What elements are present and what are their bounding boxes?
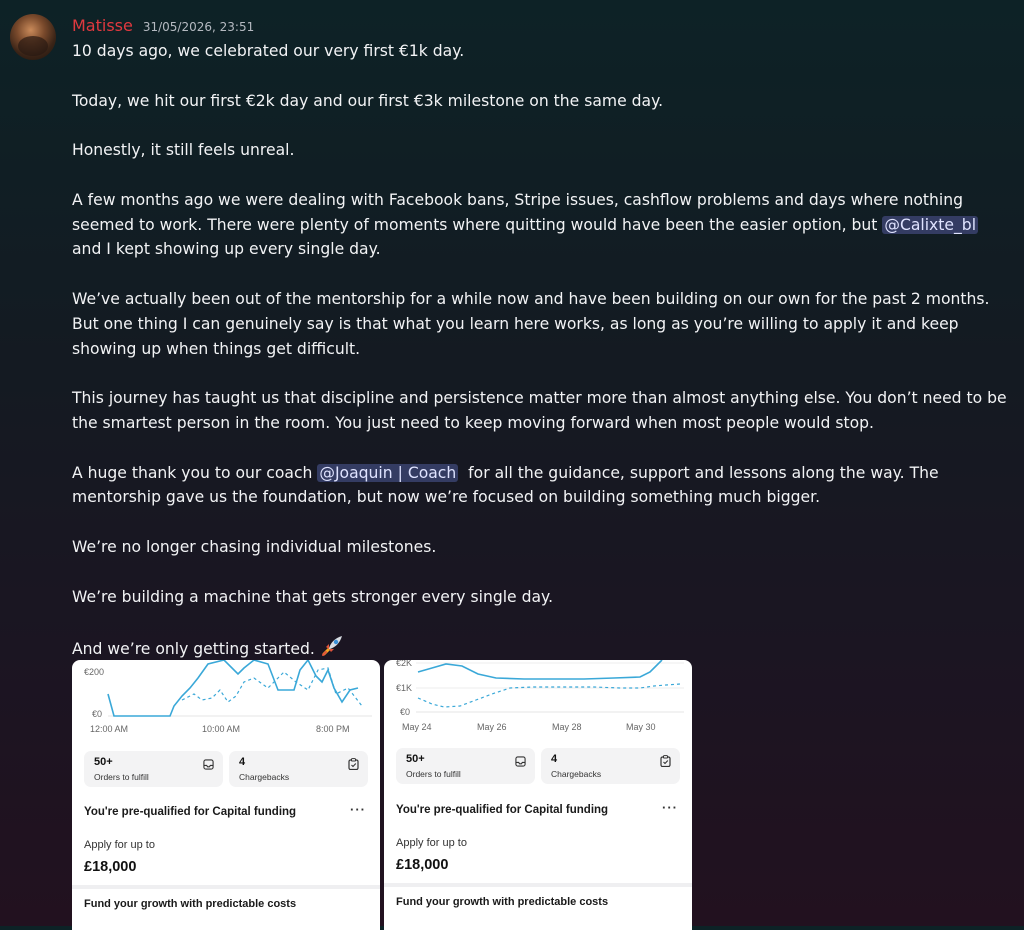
x-tick-label: May 26 [477, 722, 507, 732]
funding-amount: £18,000 [396, 857, 449, 873]
paragraph: Honestly, it still feels unreal. [72, 141, 295, 160]
paragraph-text: and I kept showing up every single day. [72, 240, 381, 259]
x-tick-label: 10:00 AM [202, 724, 241, 734]
orders-count: 50+ [94, 756, 113, 768]
x-tick-label: 12:00 AM [90, 724, 129, 734]
user-mention[interactable]: @Calixte_bl [884, 215, 977, 234]
apply-label: Apply for up to [396, 837, 467, 849]
paragraph: We’re building a machine that gets stronger every single day. [72, 587, 554, 606]
timestamp: 31/05/2026, 23:51 [142, 20, 255, 34]
chargebacks-tile[interactable] [229, 751, 368, 787]
divider [72, 885, 380, 889]
inbox-icon [203, 757, 214, 775]
orders-tile[interactable] [84, 751, 223, 787]
screenshot-attachment[interactable] [72, 660, 380, 930]
capital-promo-title: You're pre-qualified for Capital funding [84, 806, 297, 818]
y-tick-label: €2K [396, 660, 413, 668]
paragraph: We’re no longer chasing individual milestones. [72, 537, 437, 556]
more-options-icon[interactable]: ··· [662, 800, 678, 815]
orders-count: 50+ [406, 753, 425, 765]
username[interactable]: Matisse [72, 16, 133, 35]
series-line-previous [418, 684, 680, 707]
y-tick-label: €0 [400, 707, 411, 717]
clipboard-icon [348, 757, 359, 775]
paragraph: 10 days ago, we celebrated our very first €1k day. [72, 42, 465, 60]
summary-tiles [396, 748, 680, 784]
x-tick-label: May 28 [552, 722, 582, 732]
series-line-current [108, 660, 358, 716]
avatar[interactable] [10, 14, 56, 60]
paragraph: Today, we hit our first €2k day and our first €3k milestone on the same day. [72, 91, 664, 110]
message-header [72, 16, 254, 38]
orders-label: Orders to fulfill [94, 772, 149, 782]
paragraph [72, 461, 1012, 511]
y-tick-label: €200 [84, 667, 105, 677]
paragraph-text: A few months ago we were dealing with Facebook bans, Stripe issues, cashflow problems and days where nothing seemed to work. There were plenty of moments where quitting would have been the easier option, but [72, 190, 963, 234]
user-mention[interactable]: @Joaquin | Coach [319, 463, 457, 482]
sales-chart [72, 660, 380, 742]
screenshot-attachment[interactable] [384, 660, 692, 930]
paragraph-text: And we’re only getting started. [72, 640, 315, 659]
y-tick-label: €1K [396, 683, 413, 693]
message-body [72, 39, 1012, 666]
x-tick-label: 8:00 PM [316, 724, 350, 734]
fund-growth-text: Fund your growth with predictable costs [396, 896, 609, 908]
paragraph: We’ve actually been out of the mentorship for a while now and have been building on our own for the past 2 months. But one thing I can genuinely say is that what you learn here works, as long as you’re willing to apply it and keep showing up when things get difficult. [72, 289, 990, 358]
more-options-icon[interactable]: ··· [350, 802, 366, 817]
orders-label: Orders to fulfill [406, 769, 461, 779]
chargebacks-label: Chargebacks [551, 769, 602, 779]
funding-amount: £18,000 [84, 859, 137, 875]
y-tick-label: €0 [92, 709, 103, 719]
paragraph-text: for all the guidance, support and lessons along the way. The mentorship gave us the foundation, but now we’re focused on building something much bigger. [72, 463, 944, 507]
chargebacks-label: Chargebacks [239, 772, 290, 782]
image-attachments [72, 660, 692, 930]
x-tick-label: May 24 [402, 722, 432, 732]
paragraph-text: A huge thank you to our coach [72, 463, 318, 482]
clipboard-icon [660, 754, 671, 772]
divider [384, 883, 692, 887]
chargebacks-count: 4 [551, 753, 558, 765]
sales-chart [384, 660, 692, 740]
chargebacks-count: 4 [239, 756, 246, 768]
orders-tile[interactable] [396, 748, 535, 784]
paragraph [72, 188, 1012, 262]
apply-label: Apply for up to [84, 839, 155, 851]
x-tick-label: May 30 [626, 722, 656, 732]
capital-promo-title: You're pre-qualified for Capital funding [396, 804, 609, 816]
inbox-icon [515, 754, 526, 772]
fund-growth-text: Fund your growth with predictable costs [84, 898, 297, 910]
summary-tiles [84, 751, 368, 787]
paragraph: This journey has taught us that discipline and persistence matter more than almost anything else. You don’t need to be the smartest person in the room. You just need to keep moving forward when most people would stop. [72, 389, 1007, 432]
chargebacks-tile[interactable] [541, 748, 680, 784]
